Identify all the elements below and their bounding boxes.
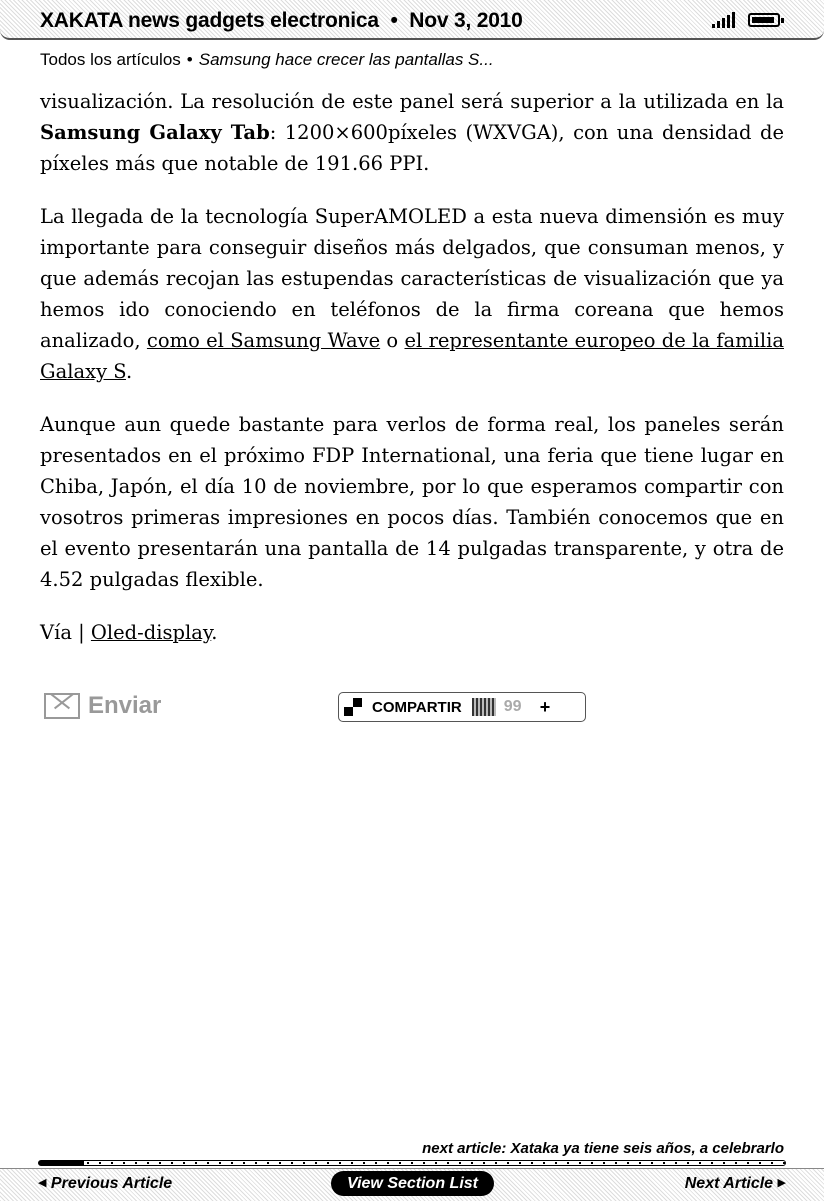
progress-fill — [39, 1161, 84, 1165]
envelope-icon — [44, 693, 80, 719]
source-line — [40, 617, 784, 648]
title-separator: • — [390, 9, 398, 32]
previous-article-label: Previous Article — [50, 1175, 173, 1192]
view-section-list-button[interactable] — [331, 1171, 494, 1196]
paragraph-text: . — [125, 360, 133, 383]
share-logo-icon — [344, 698, 362, 716]
bold-text: Samsung Galaxy Tab — [40, 121, 270, 144]
galaxy-s-link[interactable]: el representante europeo de la familia Galaxy S — [40, 329, 784, 383]
next-article-button[interactable] — [685, 1175, 786, 1193]
arrow-left-icon: ◀ — [38, 1177, 47, 1189]
samsung-wave-link[interactable]: como el Samsung Wave — [146, 329, 381, 352]
paragraph-text: : 1200×600píxeles (WXVGA), con una densidad de píxeles más que notable de 191.66 PPI. — [40, 121, 784, 175]
source-label: Vía | — [40, 621, 91, 644]
article-paragraph: Aunque aun quede bastante para verlos de forma real, los paneles serán presentados en el próximo FDP International, una feria que tiene lugar en Chiba, Japón, el día 10 de noviembre, por lo que esperamos compartir con vosotros primeras impresiones en pocos días. También conocemos que en el evento presentarán una pantalla de 14 pulgadas transparente, y otra de 4.52 pulgadas flexible. — [40, 413, 784, 591]
battery-icon — [748, 13, 780, 27]
breadcrumb-article: Samsung hace crecer las pantallas S... — [198, 50, 494, 69]
quote-icon: 99 — [503, 698, 522, 715]
status-bar-title — [40, 9, 523, 33]
reading-progress-bar — [38, 1160, 786, 1166]
signal-strength-icon — [712, 12, 742, 28]
breadcrumb — [40, 50, 494, 70]
breadcrumb-separator: • — [186, 50, 193, 69]
status-bar — [0, 0, 824, 40]
navigation-bar — [0, 1168, 824, 1201]
paragraph-text: La llegada de la tecnología SuperAMOLED a esta nueva dimensión es muy importante para conseguir diseños más delgados, que consuman menos, y que además recojan las estupendas características de visualización que ya hemos ido conociendo en teléfonos de la firma coreana que hemos analizado, — [40, 205, 784, 352]
compartir-button[interactable] — [338, 692, 586, 722]
plus-icon: + — [539, 696, 551, 717]
paragraph-text: o — [380, 329, 405, 352]
paragraph-text: visualización. La resolución de este panel será superior a la utilizada en la — [40, 90, 784, 113]
arrow-right-icon: ▶ — [777, 1177, 786, 1189]
view-section-list-label: View Section List — [347, 1175, 478, 1192]
oled-display-link[interactable]: Oled-display — [90, 621, 212, 644]
article-paragraph — [40, 86, 784, 179]
bookmark-service-icon — [472, 698, 496, 716]
enviar-label: Enviar — [88, 692, 162, 719]
enviar-button[interactable] — [44, 690, 161, 722]
previous-article-button[interactable] — [38, 1175, 172, 1193]
issue-date: Nov 3, 2010 — [409, 9, 523, 32]
article-body — [40, 86, 784, 670]
paragraph-text: . — [211, 621, 218, 644]
feed-title: XAKATA news gadgets electronica — [40, 9, 379, 32]
breadcrumb-section[interactable]: Todos los artículos — [40, 50, 181, 69]
next-article-label: Next Article — [684, 1175, 774, 1192]
article-paragraph — [40, 201, 784, 387]
compartir-label: COMPARTIR — [372, 698, 462, 716]
section-markers — [39, 1162, 785, 1164]
next-article-preview: next article: Xataka ya tiene seis años, a celebrarlo — [422, 1140, 784, 1157]
